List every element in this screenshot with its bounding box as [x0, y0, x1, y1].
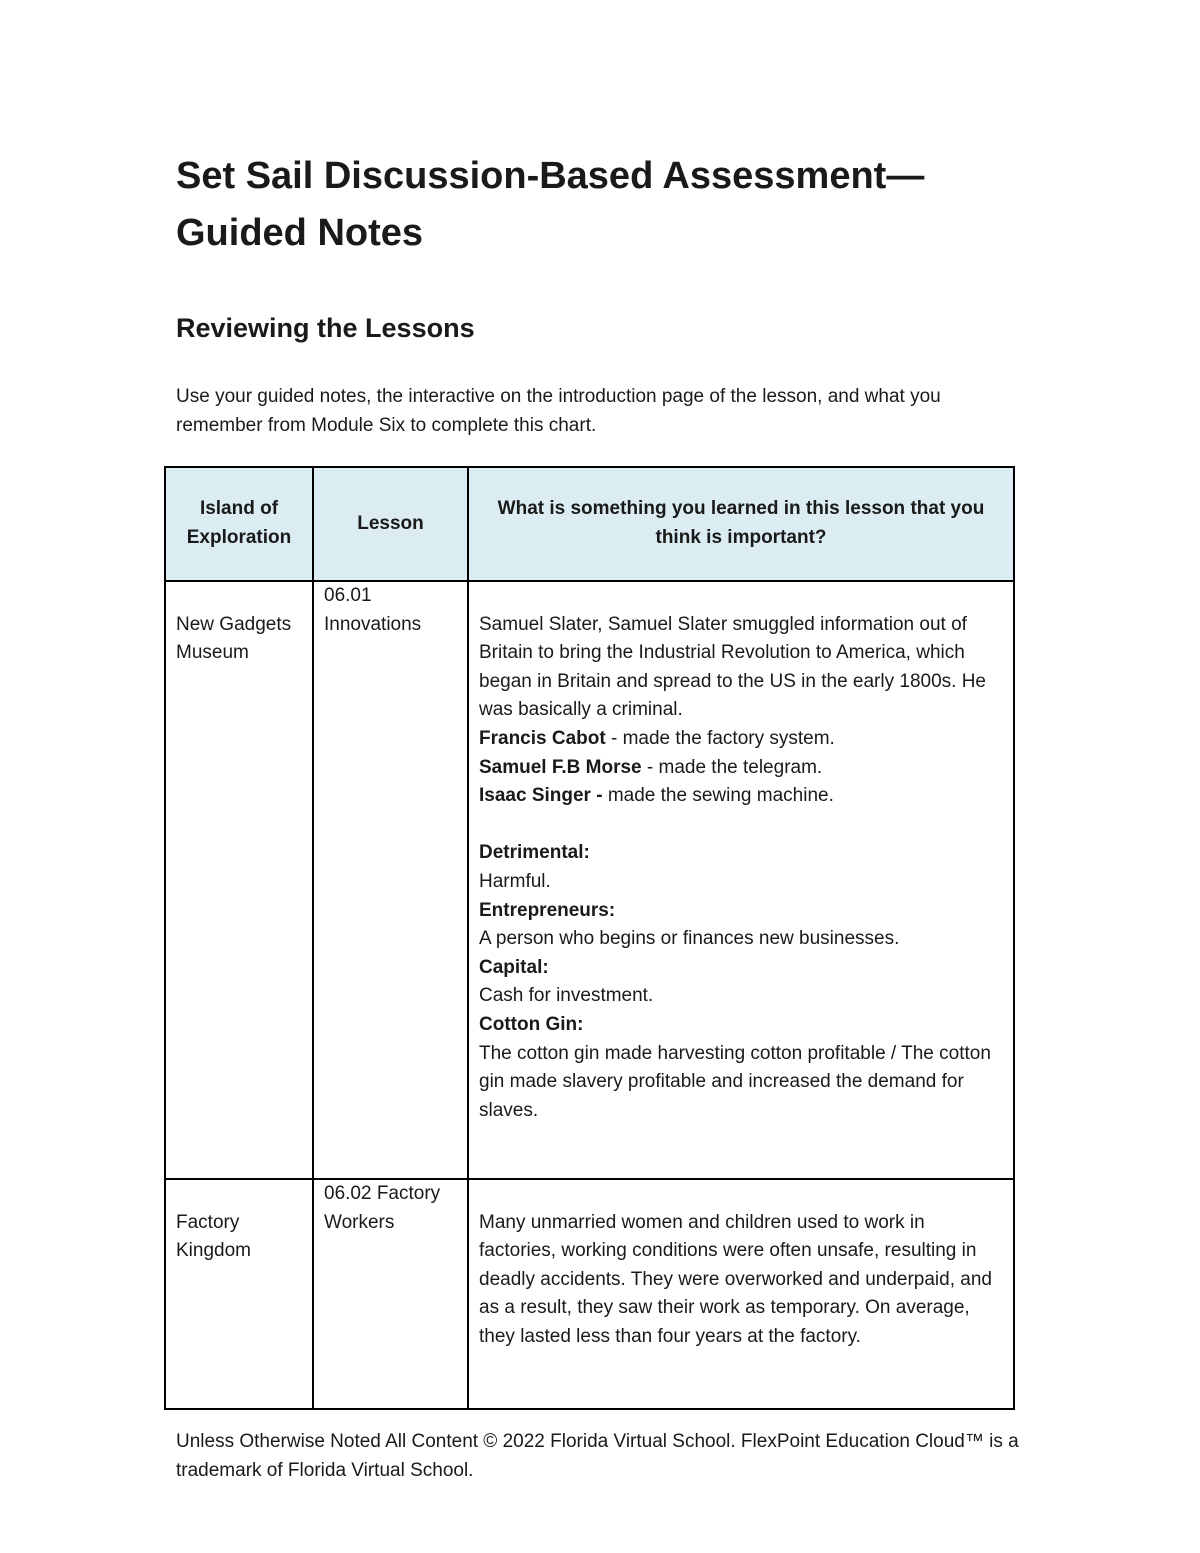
- header-island: Island of Exploration: [165, 467, 313, 581]
- inventor-line: [479, 725, 1003, 754]
- lesson-name: Workers: [324, 1211, 395, 1233]
- term-definition: A person who begins or finances new businesses.: [479, 928, 900, 950]
- section-heading: Reviewing the Lessons: [176, 313, 475, 343]
- island-name: New Gadgets Museum: [176, 613, 292, 664]
- table-header-row: [165, 467, 1014, 581]
- inventor-desc: - made the factory system.: [605, 727, 835, 749]
- inventor-line: [479, 754, 1003, 783]
- term-label: Entrepreneurs:: [479, 899, 616, 921]
- term-definition: Harmful.: [479, 870, 551, 892]
- table-row: [165, 1179, 1014, 1409]
- term-label: Capital:: [479, 956, 549, 978]
- instructions-text: Use your guided notes, the interactive on the introduction page of the lesson, and what you remember from Module Six to complete this chart.: [176, 386, 941, 436]
- island-name: Factory Kingdom: [176, 1211, 251, 1262]
- guided-notes-table: [164, 466, 1015, 1410]
- header-learned: What is something you learned in this lesson that you think is important?: [468, 467, 1014, 581]
- page-title: Set Sail Discussion-Based Assessment—Guided Notes: [176, 155, 925, 254]
- lesson-cell: [313, 581, 468, 1179]
- term-label: Cotton Gin:: [479, 1013, 584, 1035]
- lesson-number: 06.01: [324, 585, 372, 606]
- term-definition: Cash for investment.: [479, 985, 654, 1007]
- lesson-number: 06.02 Factory: [324, 1183, 441, 1204]
- table-row: [165, 581, 1014, 1179]
- notes-cell: [468, 581, 1014, 1179]
- term-label: Detrimental:: [479, 842, 590, 864]
- inventor-desc: made the sewing machine.: [602, 785, 834, 807]
- lesson-cell: [313, 1179, 468, 1409]
- lesson-name: Innovations: [324, 613, 422, 635]
- inventor-line: [479, 782, 1003, 811]
- term-definition: The cotton gin made harvesting cotton profitable / The cotton gin made slavery profitable and increased the demand for slaves.: [479, 1042, 991, 1121]
- notes-text: Many unmarried women and children used to work in factories, working conditions were often unsafe, resulting in deadly accidents. They were overworked and underpaid, and as a result, they saw their work as temporary. On average, they lasted less than four years at the factory.: [479, 1211, 992, 1347]
- inventor-desc: - made the telegram.: [641, 756, 823, 778]
- island-cell: [165, 581, 313, 1179]
- inventor-name: Isaac Singer -: [479, 785, 603, 807]
- inventor-name: Francis Cabot: [479, 727, 606, 749]
- header-lesson: Lesson: [313, 467, 468, 581]
- inventor-name: Samuel F.B Morse: [479, 756, 642, 778]
- copyright-footer: Unless Otherwise Noted All Content © 2022 Florida Virtual School. FlexPoint Education Cloud™ is a trademark of Florida Virtual School.: [176, 1431, 1019, 1481]
- notes-cell: [468, 1179, 1014, 1409]
- notes-intro: Samuel Slater, Samuel Slater smuggled information out of Britain to bring the Industrial Revolution to America, which began in Britain and spread to the US in the early 1800s. He was basically a criminal.: [479, 613, 986, 721]
- island-cell: [165, 1179, 313, 1409]
